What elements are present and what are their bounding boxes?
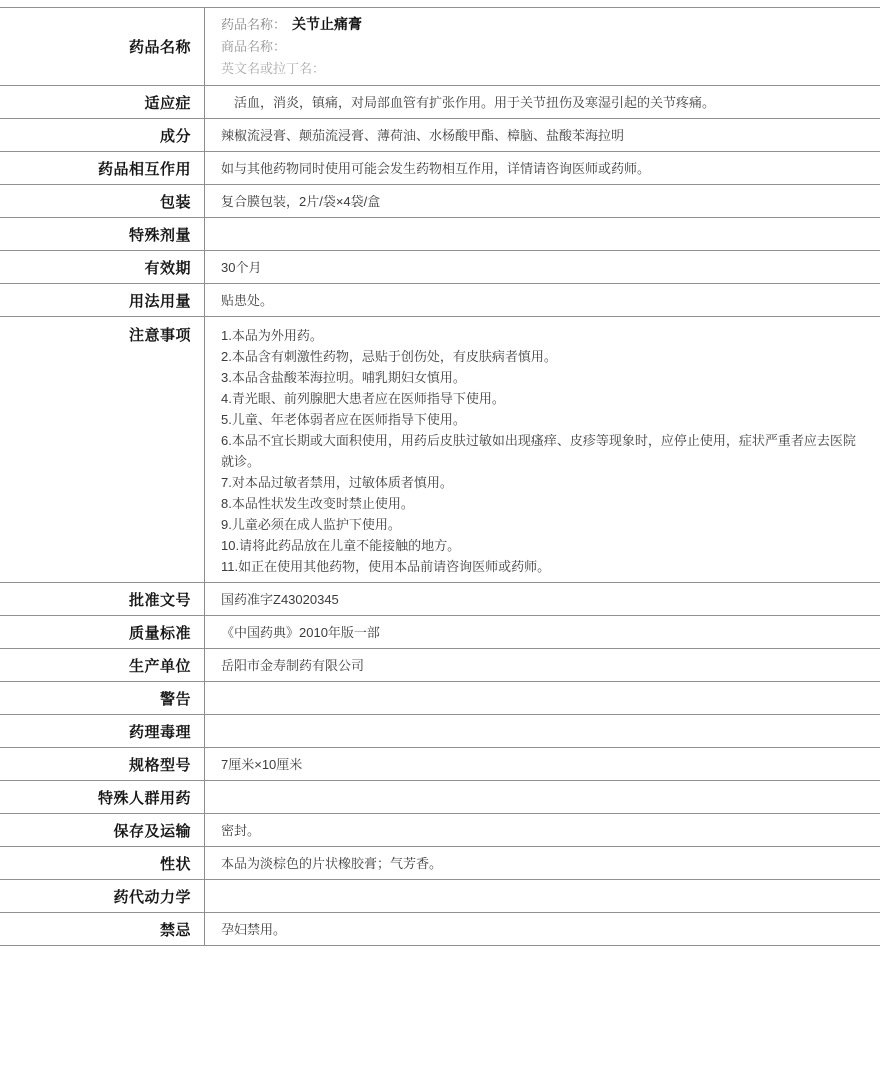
row-value-packaging bbox=[205, 185, 880, 217]
field-prefix: 商品名称： bbox=[221, 39, 287, 54]
table-row-ingredients bbox=[0, 119, 880, 152]
table-row-quality-standard bbox=[0, 616, 880, 649]
row-value-pharmacology-toxicology bbox=[205, 715, 880, 747]
row-label-properties: 性状 bbox=[0, 847, 205, 879]
drug-name-value: 关节止痛膏 bbox=[292, 16, 363, 32]
note-line: 4.青光眼、前列腺肥大患者应在医师指导下使用。 bbox=[221, 391, 505, 406]
row-value-storage-transport bbox=[205, 814, 880, 846]
drug-info-table bbox=[0, 7, 880, 946]
row-label-packaging: 包装 bbox=[0, 185, 205, 217]
name-line bbox=[221, 36, 866, 58]
row-value-manufacturer bbox=[205, 649, 880, 681]
table-row-storage-transport bbox=[0, 814, 880, 847]
row-label-special-dosage: 特殊剂量 bbox=[0, 218, 205, 250]
row-value-shelf-life bbox=[205, 251, 880, 283]
note-line: 9.儿童必须在成人监护下使用。 bbox=[221, 517, 401, 532]
row-label-ingredients: 成分 bbox=[0, 119, 205, 151]
row-value-warning bbox=[205, 682, 880, 714]
note-line: 1.本品为外用药。 bbox=[221, 328, 323, 343]
table-row-packaging bbox=[0, 185, 880, 218]
note-line: 3.本品含盐酸苯海拉明。哺乳期妇女慎用。 bbox=[221, 370, 466, 385]
row-value-text: 《中国药典》2010年版一部 bbox=[221, 624, 380, 640]
note-line: 11.如正在使用其他药物，使用本品前请咨询医师或药师。 bbox=[221, 559, 551, 574]
note-line: 2.本品含有刺激性药物，忌贴于创伤处，有皮肤病者慎用。 bbox=[221, 349, 557, 364]
row-value-text: 贴患处。 bbox=[221, 292, 274, 308]
table-row-manufacturer bbox=[0, 649, 880, 682]
row-value-specification bbox=[205, 748, 880, 780]
note-line: 8.本品性状发生改变时禁止使用。 bbox=[221, 496, 414, 511]
row-value-text: 岳阳市金寿制药有限公司 bbox=[221, 657, 365, 673]
row-value-usage-dosage bbox=[205, 284, 880, 316]
row-value-text: 如与其他药物同时使用可能会发生药物相互作用，详情请咨询医师或药师。 bbox=[221, 160, 651, 176]
row-label-pharmacokinetics: 药代动力学 bbox=[0, 880, 205, 912]
note-line: 10.请将此药品放在儿童不能接触的地方。 bbox=[221, 538, 461, 553]
table-row-shelf-life bbox=[0, 251, 880, 284]
row-value-special-populations bbox=[205, 781, 880, 813]
field-prefix: 药品名称： bbox=[221, 17, 287, 32]
table-row-warning bbox=[0, 682, 880, 715]
table-row-indications bbox=[0, 86, 880, 119]
row-value-text: 30个月 bbox=[221, 259, 262, 275]
row-label-precautions: 注意事项 bbox=[0, 317, 205, 582]
row-value-precautions bbox=[205, 317, 880, 582]
row-label-approval-number: 批准文号 bbox=[0, 583, 205, 615]
row-value-text: 密封。 bbox=[221, 822, 261, 838]
table-row-approval-number bbox=[0, 583, 880, 616]
row-value-ingredients bbox=[205, 119, 880, 151]
table-row-usage-dosage bbox=[0, 284, 880, 317]
table-row-special-dosage bbox=[0, 218, 880, 251]
row-value-indications bbox=[205, 86, 880, 118]
field-prefix: 英文名或拉丁名： bbox=[221, 61, 326, 76]
row-value-approval-number bbox=[205, 583, 880, 615]
table-row-drug-name bbox=[0, 8, 880, 86]
table-row-drug-interactions bbox=[0, 152, 880, 185]
table-row-special-populations bbox=[0, 781, 880, 814]
table-row-precautions bbox=[0, 317, 880, 583]
name-line bbox=[221, 13, 866, 36]
note-line: 5.儿童、年老体弱者应在医师指导下使用。 bbox=[221, 412, 466, 427]
name-line bbox=[221, 58, 866, 80]
note-line: 6.本品不宜长期或大面积使用，用药后皮肤过敏如出现瘙痒、皮疹等现象时，应停止使用，症状严重者应去医院就诊。 bbox=[221, 433, 856, 469]
row-value-pharmacokinetics bbox=[205, 880, 880, 912]
row-value-drug-name bbox=[205, 8, 880, 85]
row-label-warning: 警告 bbox=[0, 682, 205, 714]
row-value-contraindications bbox=[205, 913, 880, 945]
row-value-properties bbox=[205, 847, 880, 879]
table-row-properties bbox=[0, 847, 880, 880]
row-label-manufacturer: 生产单位 bbox=[0, 649, 205, 681]
row-label-specification: 规格型号 bbox=[0, 748, 205, 780]
row-label-usage-dosage: 用法用量 bbox=[0, 284, 205, 316]
row-value-text: 辣椒流浸膏、颠茄流浸膏、薄荷油、水杨酸甲酯、樟脑、盐酸苯海拉明 bbox=[221, 127, 625, 143]
row-value-quality-standard bbox=[205, 616, 880, 648]
table-row-pharmacokinetics bbox=[0, 880, 880, 913]
row-value-text: 7厘米×10厘米 bbox=[221, 756, 303, 772]
row-label-shelf-life: 有效期 bbox=[0, 251, 205, 283]
row-label-pharmacology-toxicology: 药理毒理 bbox=[0, 715, 205, 747]
table-row-specification bbox=[0, 748, 880, 781]
row-value-text: 国药准字Z43020345 bbox=[221, 591, 339, 607]
row-label-special-populations: 特殊人群用药 bbox=[0, 781, 205, 813]
row-label-drug-interactions: 药品相互作用 bbox=[0, 152, 205, 184]
row-label-drug-name: 药品名称 bbox=[0, 8, 205, 85]
table-row-pharmacology-toxicology bbox=[0, 715, 880, 748]
row-value-text: 本品为淡棕色的片状橡胶膏；气芳香。 bbox=[221, 855, 443, 871]
note-line: 7.对本品过敏者禁用，过敏体质者慎用。 bbox=[221, 475, 453, 490]
row-value-special-dosage bbox=[205, 218, 880, 250]
row-label-storage-transport: 保存及运输 bbox=[0, 814, 205, 846]
row-value-text: 孕妇禁用。 bbox=[221, 921, 287, 937]
row-label-quality-standard: 质量标准 bbox=[0, 616, 205, 648]
row-label-contraindications: 禁忌 bbox=[0, 913, 205, 945]
row-value-text: 活血，消炎，镇痛，对局部血管有扩张作用。用于关节扭伤及寒湿引起的关节疼痛。 bbox=[221, 94, 716, 110]
row-value-drug-interactions bbox=[205, 152, 880, 184]
table-row-contraindications bbox=[0, 913, 880, 946]
row-label-indications: 适应症 bbox=[0, 86, 205, 118]
row-value-text: 复合膜包装，2片/袋×4袋/盒 bbox=[221, 193, 381, 209]
